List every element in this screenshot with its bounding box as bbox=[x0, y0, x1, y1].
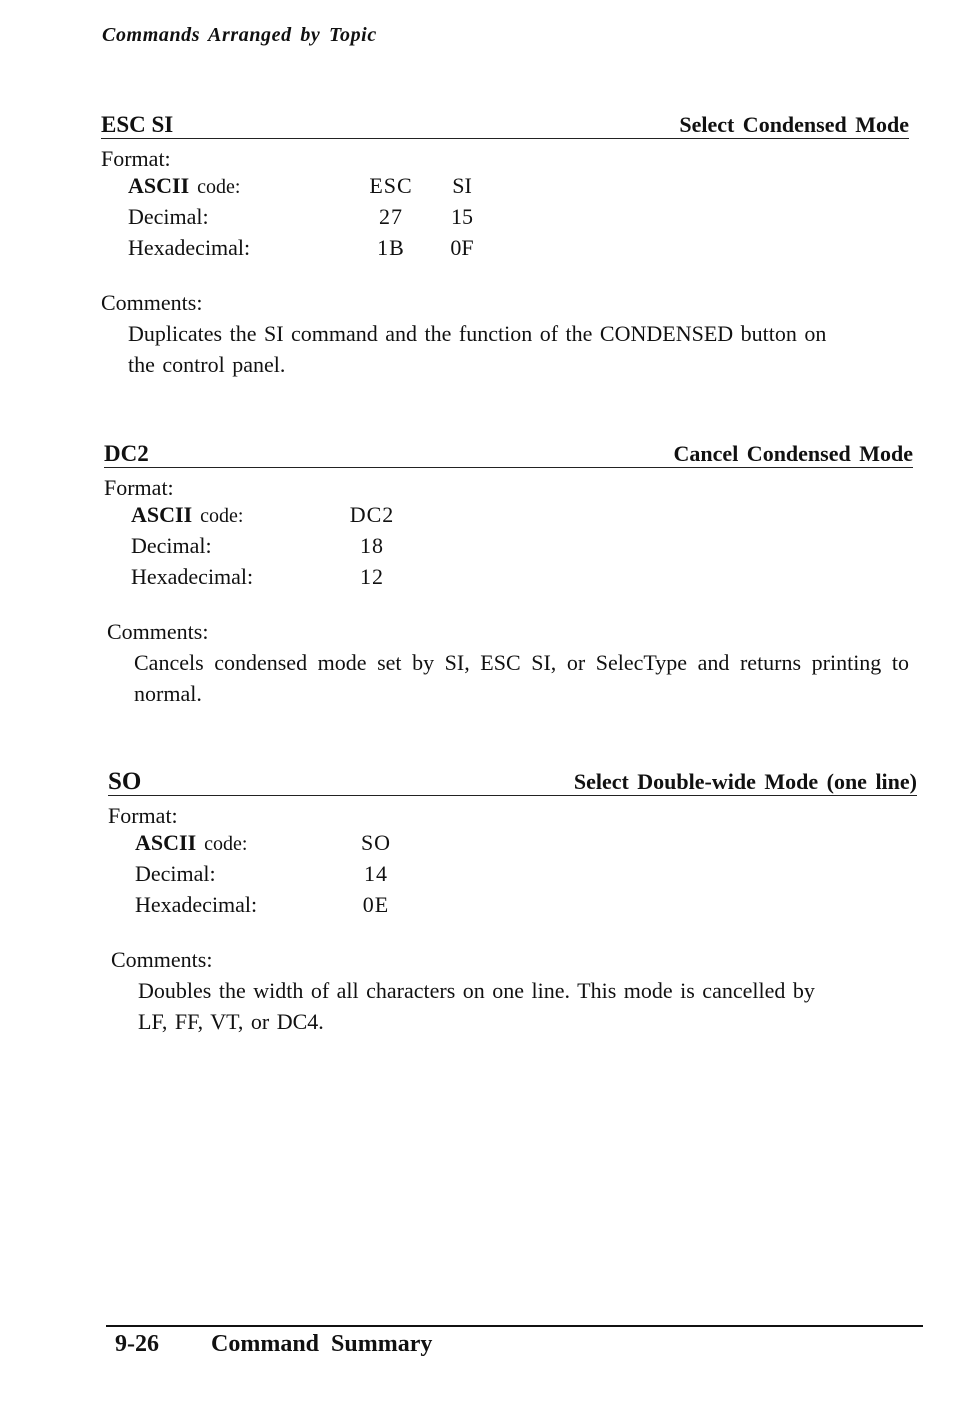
format-table bbox=[131, 500, 913, 596]
comments-label: Comments: bbox=[101, 290, 203, 315]
value-col2: 0F bbox=[450, 235, 474, 260]
value-col1: 14 bbox=[364, 861, 388, 886]
command-title: Select Condensed Mode bbox=[679, 112, 909, 137]
format-row-hex bbox=[135, 892, 555, 923]
value-col1: 1B bbox=[377, 235, 405, 260]
command-section-so bbox=[108, 765, 917, 1037]
format-row-decimal bbox=[135, 861, 555, 892]
comment-text: Doubles the width of all characters on one line. This mode is cancelled by LF, FF, VT, or DC4. bbox=[138, 978, 815, 1034]
format-row-ascii bbox=[131, 502, 551, 533]
format-row-ascii bbox=[135, 830, 555, 861]
comment-text: Cancels condensed mode set by SI, ESC SI, or SelecType and returns printing to normal. bbox=[134, 650, 909, 706]
code-label: code: bbox=[197, 176, 241, 198]
decimal-label: Decimal: bbox=[135, 861, 216, 886]
comment-text: Duplicates the SI command and the function of the CONDENSED button on the control panel. bbox=[128, 321, 827, 377]
section-heading bbox=[101, 108, 909, 139]
command-section-dc2 bbox=[104, 437, 913, 709]
section-heading bbox=[108, 765, 917, 796]
hex-label: Hexadecimal: bbox=[128, 235, 251, 260]
command-name: SO bbox=[108, 768, 142, 795]
format-label: Format: bbox=[108, 803, 178, 828]
footer-rule bbox=[106, 1325, 923, 1327]
hex-label: Hexadecimal: bbox=[131, 564, 254, 589]
format-row-hex bbox=[131, 564, 551, 595]
value-col2: SI bbox=[452, 173, 472, 198]
comments-label: Comments: bbox=[107, 619, 209, 644]
format-table bbox=[128, 171, 909, 267]
command-name: ESC SI bbox=[101, 112, 174, 137]
value-col1: 0E bbox=[362, 892, 390, 917]
hex-label: Hexadecimal: bbox=[135, 892, 258, 917]
format-row-hex bbox=[128, 235, 548, 266]
format-row-ascii bbox=[128, 173, 548, 204]
command-section-esc-si bbox=[101, 108, 909, 380]
value-col1: DC2 bbox=[349, 502, 395, 527]
command-title: Cancel Condensed Mode bbox=[673, 441, 913, 466]
format-row-decimal bbox=[131, 533, 551, 564]
format-row-decimal bbox=[128, 204, 548, 235]
footer-title: Command Summary bbox=[211, 1331, 433, 1357]
code-label: code: bbox=[204, 833, 248, 855]
ascii-label: ASCII bbox=[135, 830, 197, 855]
value-col2: 15 bbox=[451, 204, 473, 229]
value-col1: SO bbox=[360, 830, 392, 855]
decimal-label: Decimal: bbox=[131, 533, 212, 558]
running-head: Commands Arranged by Topic bbox=[102, 24, 377, 46]
value-col1: 27 bbox=[379, 204, 403, 229]
page-number: 9-26 bbox=[115, 1331, 159, 1357]
decimal-label: Decimal: bbox=[128, 204, 209, 229]
format-label: Format: bbox=[101, 146, 171, 171]
value-col1: 18 bbox=[360, 533, 384, 558]
section-heading bbox=[104, 437, 913, 468]
value-col1: ESC bbox=[369, 173, 413, 198]
ascii-label: ASCII bbox=[131, 502, 193, 527]
command-name: DC2 bbox=[104, 441, 149, 466]
code-label: code: bbox=[200, 505, 244, 527]
value-col1: 12 bbox=[360, 564, 384, 589]
command-title: Select Double-wide Mode (one line) bbox=[573, 769, 917, 794]
comments-label: Comments: bbox=[111, 947, 213, 972]
format-label: Format: bbox=[104, 475, 174, 500]
ascii-label: ASCII bbox=[128, 173, 190, 198]
format-table bbox=[135, 828, 917, 924]
